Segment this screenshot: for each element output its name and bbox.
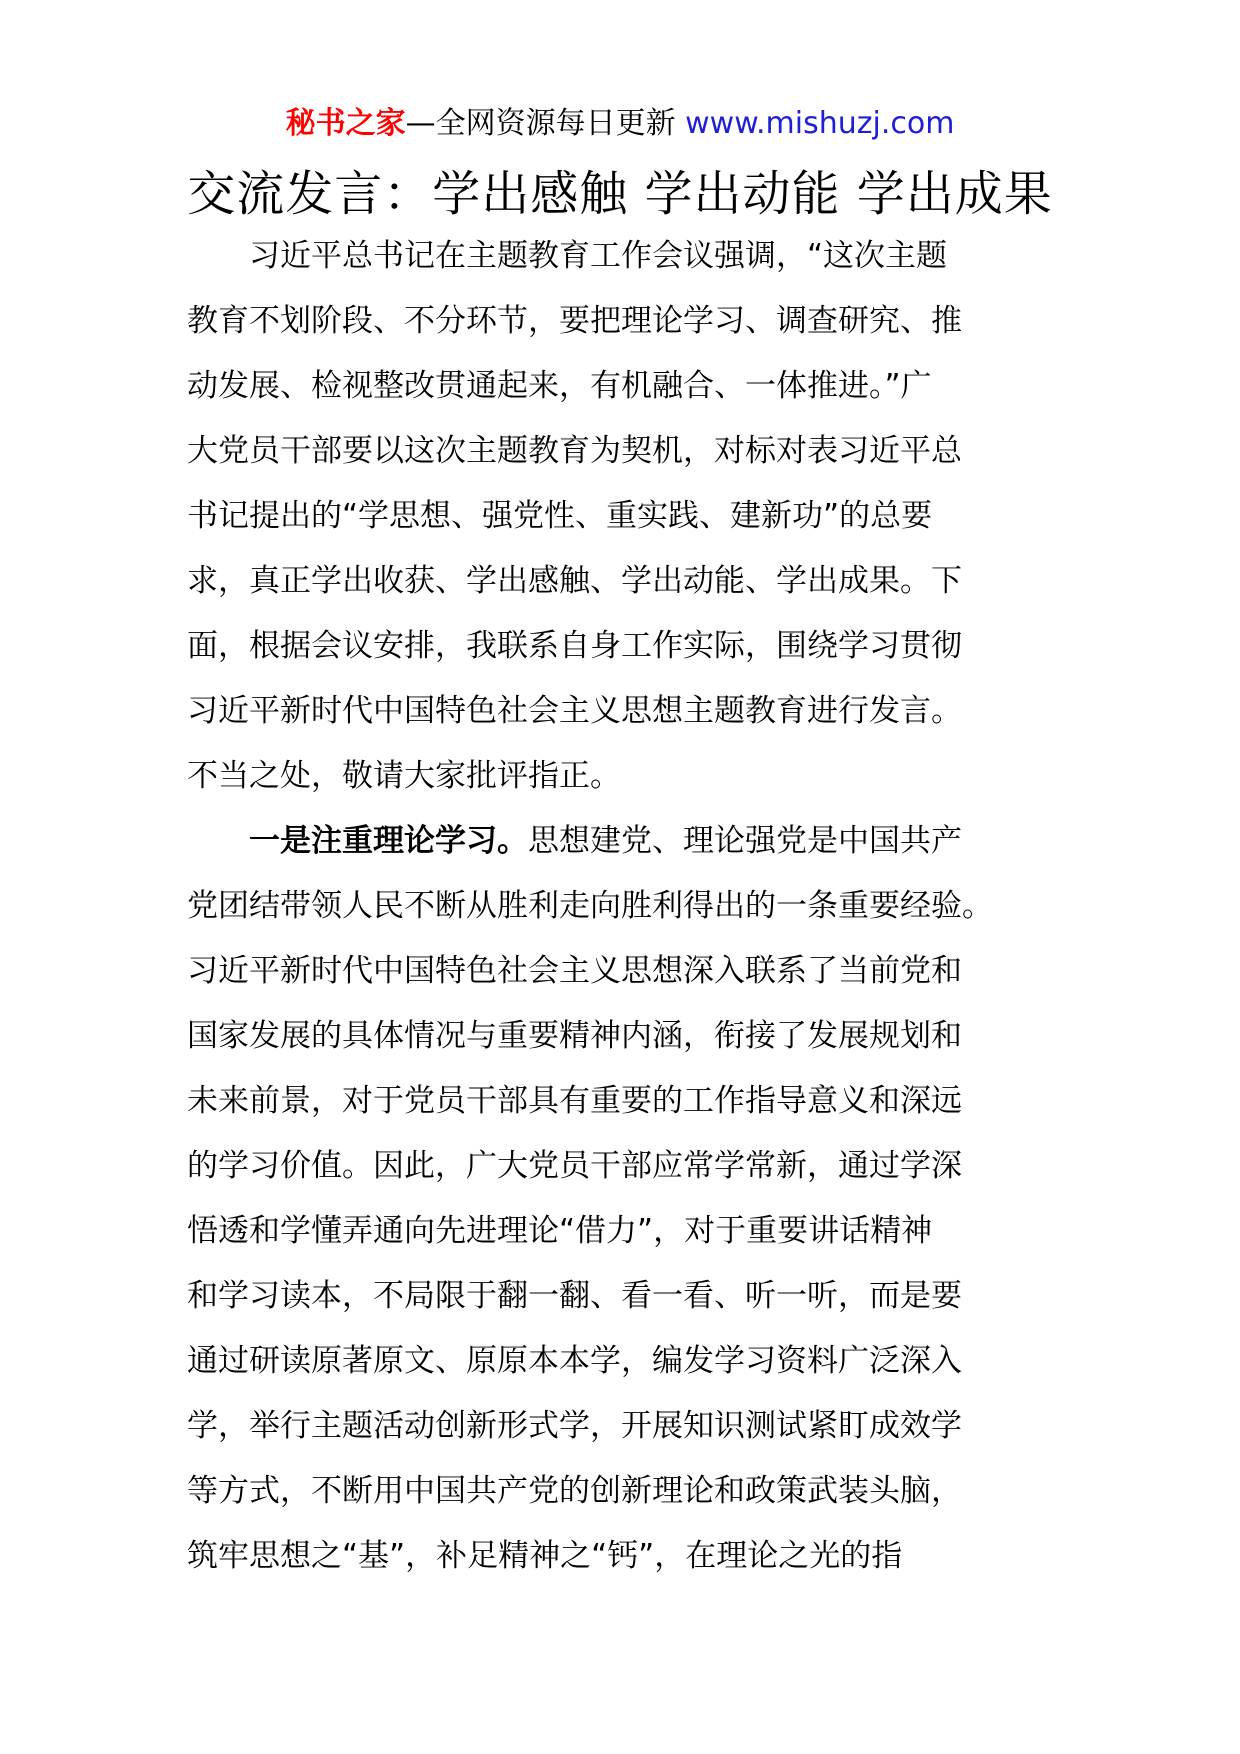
paragraph-line: 求，真正学出收获、学出感触、学出动能、学出成果。下	[187, 563, 962, 599]
paragraph-line: 习近平总书记在主题教育工作会议强调，“这次主题	[187, 238, 948, 274]
paragraph-line: 书记提出的“学思想、强党性、重实践、建新功”的总要	[187, 498, 933, 534]
paragraph-line: 教育不划阶段、不分环节，要把理论学习、调查研究、推	[187, 303, 962, 339]
paragraph-lead-line	[187, 809, 1027, 874]
brand-name: 秘书之家	[285, 106, 406, 141]
paragraph-line: 的学习价值。因此，广大党员干部应常学常新，通过学深	[187, 1148, 962, 1184]
document-body	[187, 224, 1027, 1589]
paragraph-line: 习近平新时代中国特色社会主义思想主题教育进行发言。	[187, 693, 962, 729]
section-heading-rest: 思想建党、理论强党是中国共产	[528, 823, 962, 859]
paragraph-line: 未来前景，对于党员干部具有重要的工作指导意义和深远	[187, 1083, 962, 1119]
paragraph-line: 党团结带领人民不断从胜利走向胜利得出的一条重要经验。	[187, 888, 993, 924]
paragraph-line: 学，举行主题活动创新形式学，开展知识测试紧盯成效学	[187, 1408, 962, 1444]
paragraph-line: 等方式，不断用中国共产党的创新理论和政策武装头脑，	[187, 1473, 962, 1509]
paragraph-line: 悟透和学懂弄通向先进理论“借力”，对于重要讲话精神	[187, 1213, 933, 1249]
paragraph-line: 动发展、检视整改贯通起来，有机融合、一体推进。”广	[187, 368, 932, 404]
section-heading-bold: 一是注重理论学习。	[187, 823, 528, 859]
paragraph-line: 和学习读本，不局限于翻一翻、看一看、听一听，而是要	[187, 1278, 962, 1314]
paragraph-line: 面，根据会议安排，我联系自身工作实际，围绕学习贯彻	[187, 628, 962, 664]
paragraph-line: 通过研读原著原文、原原本本学，编发学习资料广泛深入	[187, 1343, 962, 1379]
paragraph-line: 大党员干部要以这次主题教育为契机，对标对表习近平总	[187, 433, 962, 469]
paragraph-line: 国家发展的具体情况与重要精神内涵，衔接了发展规划和	[187, 1018, 962, 1054]
brand-tagline: —全网资源每日更新	[405, 106, 676, 141]
paragraph-line: 不当之处，敬请大家批评指正。	[187, 758, 621, 794]
paragraph-line: 筑牢思想之“基”，补足精神之“钙”，在理论之光的指	[187, 1538, 903, 1574]
document-title: 交流发言：学出感触 学出动能 学出成果	[187, 166, 1053, 222]
paragraph-line: 习近平新时代中国特色社会主义思想深入联系了当前党和	[187, 953, 962, 989]
brand-url-link[interactable]: www.mishuzj.com	[685, 106, 955, 141]
site-header	[0, 100, 1240, 148]
